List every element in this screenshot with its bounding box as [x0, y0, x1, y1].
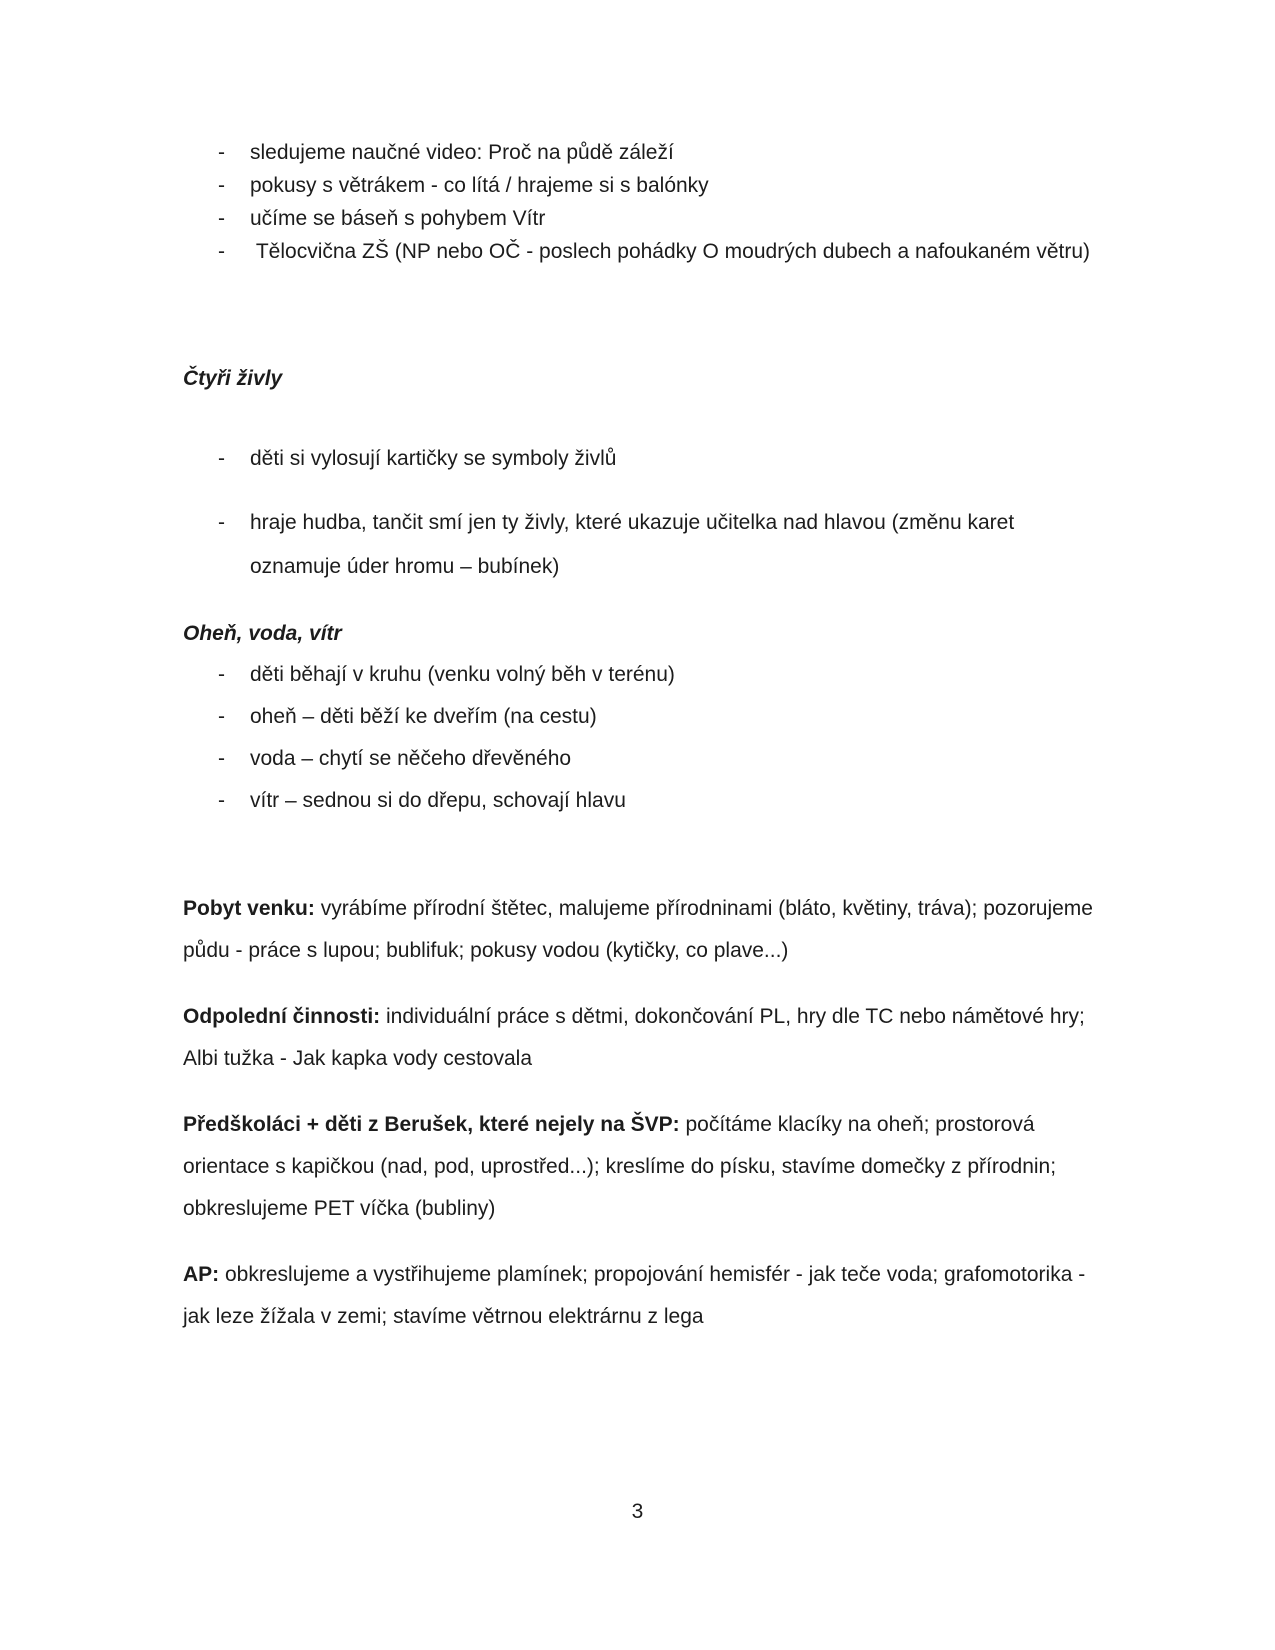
- page-number: 3: [631, 1500, 644, 1523]
- bullet-dash: -: [218, 240, 225, 263]
- section-heading-ohen-voda-vitr: Oheň, voda, vítr: [183, 622, 342, 645]
- list-item: [183, 738, 1109, 780]
- bullet-dash: -: [218, 789, 225, 812]
- list-item-text: vítr – sednou si do dřepu, schovají hlavu: [250, 789, 626, 812]
- paragraph-ap: [183, 1254, 1109, 1338]
- bullet-dash: -: [218, 207, 225, 230]
- list-item-text: voda – chytí se něčeho dřevěného: [250, 747, 572, 770]
- section-heading-ctyri-zivly: Čtyři živly: [183, 367, 283, 390]
- bullet-dash: -: [218, 663, 225, 686]
- list-item-text: pokusy s větrákem - co lítá / hrajeme si s balónky: [250, 174, 709, 197]
- bullet-dash: -: [218, 747, 225, 770]
- bullet-dash: -: [218, 141, 225, 164]
- paragraph-predskolaci: [183, 1104, 1109, 1230]
- ctyri-zivly-bullet-list: [183, 437, 1109, 589]
- bullet-dash: -: [218, 511, 225, 534]
- paragraph-text: obkreslujeme a vystřihujeme plamínek; propojování hemisfér - jak teče voda; grafomotorika - jak leze žížala v zemi; stavíme větrnou elektrárnu z lega: [183, 1263, 1092, 1328]
- paragraph-odpoledni-cinnosti: [183, 996, 1109, 1080]
- list-item-text: sledujeme naučné video: Proč na půdě záleží: [250, 141, 674, 164]
- paragraph-label: Pobyt venku:: [183, 897, 315, 920]
- bullet-dash: -: [218, 705, 225, 728]
- paragraph-text: počítáme klacíky na oheň; prostorová orientace s kapičkou (nad, pod, uprostřed...); kreslíme do písku, stavíme domečky z přírodnin; obkreslujeme PET víčka (bubliny): [183, 1113, 1062, 1220]
- list-item-text: Tělocvična ZŠ (NP nebo OČ - poslech pohádky O moudrých dubech a nafoukaném větru): [250, 240, 1091, 263]
- list-item-text: děti si vylosují kartičky se symboly živlů: [250, 447, 617, 470]
- bullet-dash: -: [218, 174, 225, 197]
- document-content: [183, 136, 1109, 1362]
- bullet-dash: -: [218, 447, 225, 470]
- list-item: [183, 235, 1109, 268]
- list-item: [183, 202, 1109, 235]
- paragraph-text: individuální práce s dětmi, dokončování PL, hry dle TC nebo námětové hry; Albi tužka - Jak kapka vody cestovala: [183, 1005, 1090, 1070]
- ohen-voda-vitr-bullet-list: [183, 654, 1109, 822]
- paragraph-label: Předškoláci + děti z Berušek, které nejely na ŠVP:: [183, 1113, 680, 1136]
- list-item: [183, 780, 1109, 822]
- list-item-text: hraje hudba, tančit smí jen ty živly, které ukazuje učitelka nad hlavou (změnu karet oznamuje úder hromu – bubínek): [250, 511, 1021, 578]
- list-item-text: děti běhají v kruhu (venku volný běh v terénu): [250, 663, 675, 686]
- paragraph-text: vyrábíme přírodní štětec, malujeme přírodninami (bláto, květiny, tráva); pozorujeme půdu - práce s lupou; bublifuk; pokusy vodou (kytičky, co plave...): [183, 897, 1099, 962]
- paragraph-label: AP:: [183, 1263, 220, 1286]
- list-item-text: učíme se báseň s pohybem Vítr: [250, 207, 546, 230]
- list-item: [183, 169, 1109, 202]
- paragraph-block: [183, 888, 1109, 1338]
- list-item-text: oheň – děti běží ke dveřím (na cestu): [250, 705, 597, 728]
- list-item: [183, 437, 1109, 481]
- list-item: [183, 654, 1109, 696]
- paragraph-label: Odpolední činnosti:: [183, 1005, 381, 1028]
- paragraph-pobyt-venku: [183, 888, 1109, 972]
- intro-bullet-list: [183, 136, 1109, 268]
- list-item: [183, 136, 1109, 169]
- list-item: [183, 501, 1109, 589]
- list-item: [183, 696, 1109, 738]
